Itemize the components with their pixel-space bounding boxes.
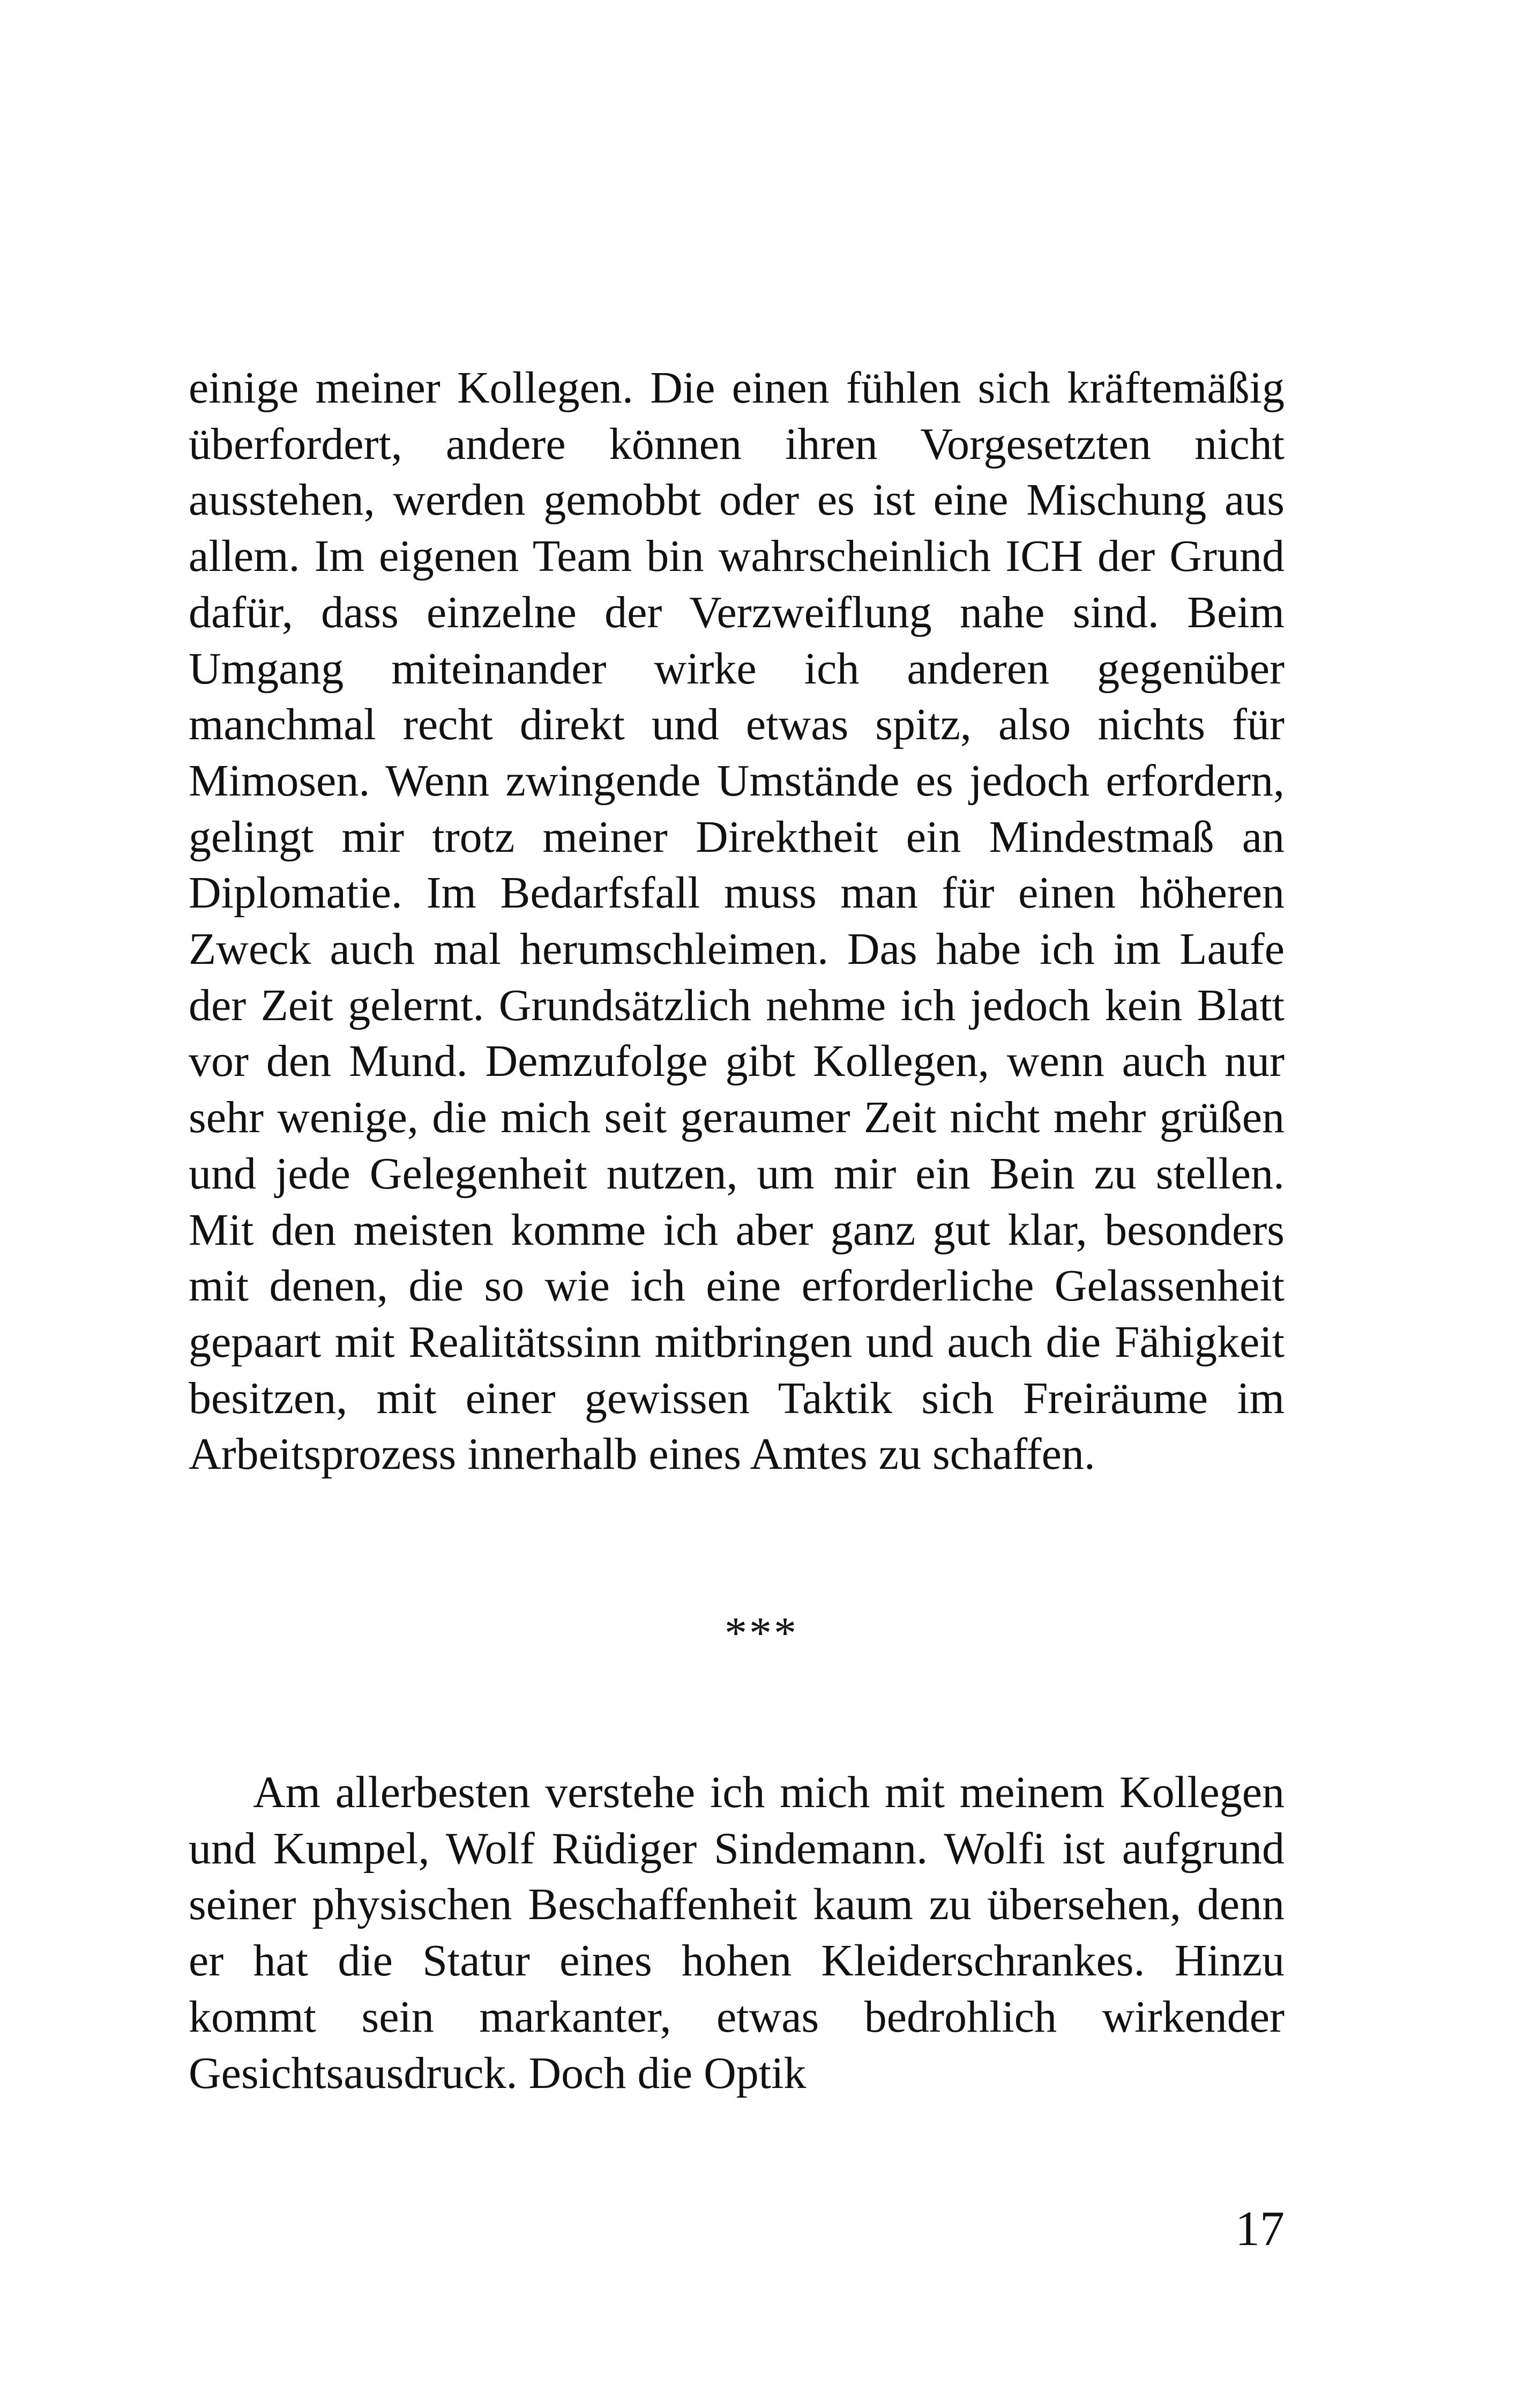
section-separator: *** [725,1608,798,1658]
paragraph-colleagues: einige meiner Kollegen. Die einen fühlen sich kräftemäßig überfordert, andere können ihren Vorgesetzten nicht ausstehen, werden gemobbt oder es ist eine Mischung aus allem. Im eigenen Team bin wahrscheinlich ICH der Grund dafür, dass einzelne der Verzweiflung nahe sind. Beim Umgang miteinander wirke ich anderen gegenüber manchmal recht direkt und etwas spitz, also nichts für Mimosen. Wenn zwingende Umstände es jedoch erfordern, gelingt mir trotz meiner Direktheit ein Mindestmaß an Diplomatie. Im Bedarfsfall muss man für einen höheren Zweck auch mal herumschleimen. Das habe ich im Laufe der Zeit gelernt. Grundsätzlich nehme ich jedoch kein Blatt vor den Mund. Demzufolge gibt Kollegen, wenn auch nur sehr wenige, die mich seit geraumer Zeit nicht mehr grüßen und jede Gelegenheit nutzen, um mir ein Bein zu stellen. Mit den meisten komme ich aber ganz gut klar, besonders mit denen, die so wie ich eine erforderliche Gelassenheit gepaart mit Realitätssinn mitbringen und auch die Fähigkeit besitzen, mit einer gewissen Taktik sich Freiräume im Arbeitsprozess innerhalb eines Amtes zu schaffen. [189,363,1285,1480]
paragraph-wolfi: Am allerbesten verstehe ich mich mit meinem Kollegen und Kumpel, Wolf Rüdiger Sindemann. Wolfi ist aufgrund seiner physischen Beschaffenheit kaum zu übersehen, denn er hat die Statur eines hohen Kleiderschrankes. Hinzu kommt sein markanter, etwas bedrohlich wirkender Gesichtsausdruck. Doch die Optik [189,1767,1285,2098]
page-number: 17 [1235,2201,1285,2256]
